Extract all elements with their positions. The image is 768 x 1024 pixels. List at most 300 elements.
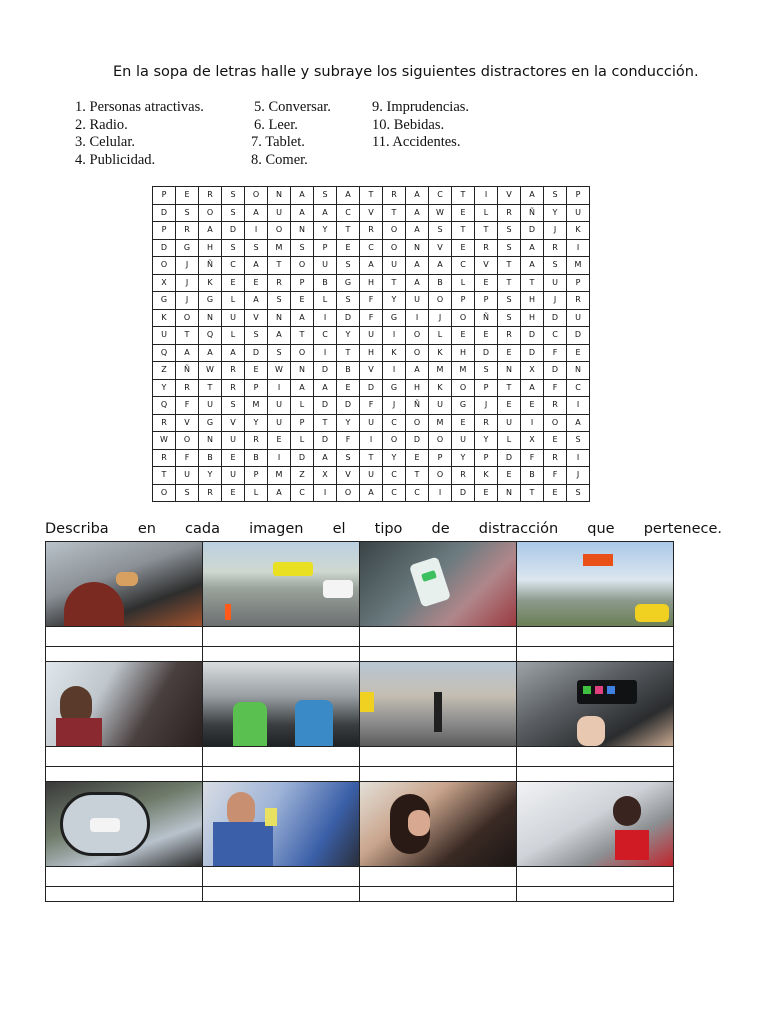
letter-cell[interactable]: V: [360, 204, 383, 222]
letter-cell[interactable]: Y: [383, 449, 406, 467]
letter-cell[interactable]: N: [268, 309, 291, 327]
letter-cell[interactable]: E: [475, 274, 498, 292]
letter-cell[interactable]: S: [498, 309, 521, 327]
letter-cell[interactable]: D: [153, 204, 176, 222]
letter-cell[interactable]: R: [498, 204, 521, 222]
letter-cell[interactable]: G: [199, 292, 222, 310]
letter-cell[interactable]: W: [429, 204, 452, 222]
letter-cell[interactable]: O: [176, 432, 199, 450]
letter-cell[interactable]: W: [268, 362, 291, 380]
letter-cell[interactable]: I: [383, 362, 406, 380]
letter-cell[interactable]: E: [222, 274, 245, 292]
letter-cell[interactable]: G: [337, 274, 360, 292]
letter-cell[interactable]: C: [383, 467, 406, 485]
letter-cell[interactable]: T: [176, 327, 199, 345]
letter-cell[interactable]: P: [567, 187, 590, 205]
letter-cell[interactable]: P: [291, 274, 314, 292]
letter-cell[interactable]: P: [245, 467, 268, 485]
letter-cell[interactable]: P: [475, 292, 498, 310]
letter-cell[interactable]: U: [268, 414, 291, 432]
letter-cell[interactable]: E: [406, 449, 429, 467]
answer-line[interactable]: [360, 887, 517, 902]
letter-cell[interactable]: R: [498, 327, 521, 345]
letter-cell[interactable]: A: [314, 379, 337, 397]
letter-cell[interactable]: A: [406, 204, 429, 222]
letter-cell[interactable]: Ñ: [406, 397, 429, 415]
letter-cell[interactable]: R: [383, 187, 406, 205]
letter-cell[interactable]: J: [429, 309, 452, 327]
letter-cell[interactable]: A: [521, 257, 544, 275]
letter-cell[interactable]: M: [452, 362, 475, 380]
answer-line[interactable]: [203, 647, 360, 662]
letter-cell[interactable]: O: [153, 484, 176, 502]
letter-cell[interactable]: P: [475, 379, 498, 397]
letter-cell[interactable]: Ñ: [199, 257, 222, 275]
answer-line[interactable]: [46, 647, 203, 662]
letter-cell[interactable]: U: [360, 327, 383, 345]
letter-cell[interactable]: T: [291, 327, 314, 345]
letter-cell[interactable]: A: [199, 222, 222, 240]
letter-cell[interactable]: P: [153, 187, 176, 205]
letter-cell[interactable]: D: [452, 484, 475, 502]
answer-line[interactable]: [517, 767, 674, 782]
letter-cell[interactable]: B: [245, 449, 268, 467]
letter-cell[interactable]: I: [314, 309, 337, 327]
answer-line[interactable]: [360, 647, 517, 662]
letter-cell[interactable]: E: [222, 449, 245, 467]
letter-cell[interactable]: F: [521, 449, 544, 467]
answer-line[interactable]: [203, 867, 360, 887]
letter-cell[interactable]: I: [567, 449, 590, 467]
letter-cell[interactable]: E: [245, 362, 268, 380]
letter-cell[interactable]: A: [268, 327, 291, 345]
letter-cell[interactable]: N: [567, 362, 590, 380]
letter-cell[interactable]: C: [452, 257, 475, 275]
letter-cell[interactable]: H: [199, 239, 222, 257]
letter-cell[interactable]: Z: [291, 467, 314, 485]
letter-cell[interactable]: E: [498, 344, 521, 362]
letter-cell[interactable]: T: [360, 187, 383, 205]
letter-cell[interactable]: T: [383, 274, 406, 292]
letter-cell[interactable]: C: [383, 414, 406, 432]
letter-cell[interactable]: M: [567, 257, 590, 275]
letter-cell[interactable]: G: [452, 397, 475, 415]
letter-cell[interactable]: M: [429, 414, 452, 432]
letter-cell[interactable]: J: [383, 397, 406, 415]
letter-cell[interactable]: O: [291, 257, 314, 275]
letter-cell[interactable]: A: [567, 414, 590, 432]
letter-cell[interactable]: I: [268, 449, 291, 467]
answer-line[interactable]: [203, 627, 360, 647]
letter-cell[interactable]: Ñ: [521, 204, 544, 222]
letter-cell[interactable]: K: [383, 344, 406, 362]
letter-cell[interactable]: C: [222, 257, 245, 275]
letter-cell[interactable]: I: [567, 397, 590, 415]
letter-cell[interactable]: A: [521, 379, 544, 397]
letter-cell[interactable]: E: [291, 292, 314, 310]
letter-cell[interactable]: H: [406, 379, 429, 397]
letter-cell[interactable]: U: [153, 327, 176, 345]
letter-cell[interactable]: A: [291, 204, 314, 222]
letter-cell[interactable]: I: [314, 344, 337, 362]
letter-cell[interactable]: S: [498, 239, 521, 257]
letter-cell[interactable]: D: [314, 362, 337, 380]
letter-cell[interactable]: A: [406, 187, 429, 205]
letter-cell[interactable]: V: [245, 309, 268, 327]
letter-cell[interactable]: X: [521, 432, 544, 450]
letter-cell[interactable]: M: [268, 467, 291, 485]
letter-cell[interactable]: A: [360, 257, 383, 275]
letter-cell[interactable]: Ñ: [176, 362, 199, 380]
letter-cell[interactable]: G: [383, 379, 406, 397]
letter-cell[interactable]: V: [498, 187, 521, 205]
letter-cell[interactable]: O: [199, 204, 222, 222]
letter-cell[interactable]: A: [521, 239, 544, 257]
letter-cell[interactable]: A: [291, 379, 314, 397]
letter-cell[interactable]: D: [314, 432, 337, 450]
letter-cell[interactable]: C: [383, 484, 406, 502]
answer-line[interactable]: [46, 767, 203, 782]
letter-cell[interactable]: U: [360, 414, 383, 432]
letter-cell[interactable]: R: [222, 379, 245, 397]
letter-cell[interactable]: T: [153, 467, 176, 485]
letter-cell[interactable]: D: [544, 309, 567, 327]
letter-cell[interactable]: S: [245, 239, 268, 257]
letter-cell[interactable]: A: [268, 484, 291, 502]
letter-cell[interactable]: R: [567, 292, 590, 310]
letter-cell[interactable]: H: [521, 292, 544, 310]
letter-cell[interactable]: E: [222, 484, 245, 502]
letter-cell[interactable]: B: [337, 362, 360, 380]
letter-cell[interactable]: U: [567, 204, 590, 222]
letter-cell[interactable]: Q: [199, 327, 222, 345]
letter-cell[interactable]: R: [452, 467, 475, 485]
letter-cell[interactable]: O: [337, 484, 360, 502]
letter-cell[interactable]: F: [544, 379, 567, 397]
letter-cell[interactable]: H: [360, 344, 383, 362]
letter-cell[interactable]: S: [222, 187, 245, 205]
letter-cell[interactable]: C: [544, 327, 567, 345]
letter-cell[interactable]: J: [176, 257, 199, 275]
letter-cell[interactable]: J: [544, 222, 567, 240]
letter-cell[interactable]: F: [544, 344, 567, 362]
letter-cell[interactable]: A: [406, 222, 429, 240]
letter-cell[interactable]: S: [544, 187, 567, 205]
letter-cell[interactable]: E: [475, 484, 498, 502]
letter-cell[interactable]: V: [176, 414, 199, 432]
letter-cell[interactable]: S: [337, 257, 360, 275]
letter-cell[interactable]: E: [475, 327, 498, 345]
letter-cell[interactable]: S: [567, 432, 590, 450]
letter-cell[interactable]: L: [498, 432, 521, 450]
letter-cell[interactable]: R: [245, 432, 268, 450]
letter-cell[interactable]: N: [199, 309, 222, 327]
letter-cell[interactable]: E: [452, 414, 475, 432]
letter-cell[interactable]: E: [544, 484, 567, 502]
letter-cell[interactable]: T: [406, 467, 429, 485]
letter-cell[interactable]: U: [314, 257, 337, 275]
letter-cell[interactable]: O: [544, 414, 567, 432]
letter-cell[interactable]: R: [544, 397, 567, 415]
letter-cell[interactable]: E: [521, 397, 544, 415]
letter-cell[interactable]: Y: [475, 432, 498, 450]
letter-cell[interactable]: S: [567, 484, 590, 502]
letter-cell[interactable]: S: [222, 397, 245, 415]
letter-cell[interactable]: N: [291, 362, 314, 380]
letter-cell[interactable]: E: [452, 204, 475, 222]
letter-cell[interactable]: N: [268, 187, 291, 205]
letter-cell[interactable]: S: [544, 257, 567, 275]
letter-cell[interactable]: D: [498, 449, 521, 467]
letter-cell[interactable]: H: [521, 309, 544, 327]
letter-cell[interactable]: O: [452, 309, 475, 327]
letter-cell[interactable]: F: [544, 467, 567, 485]
letter-cell[interactable]: S: [337, 449, 360, 467]
letter-cell[interactable]: U: [222, 309, 245, 327]
letter-cell[interactable]: F: [360, 292, 383, 310]
letter-cell[interactable]: V: [475, 257, 498, 275]
letter-cell[interactable]: X: [314, 467, 337, 485]
letter-cell[interactable]: R: [176, 222, 199, 240]
letter-cell[interactable]: O: [406, 327, 429, 345]
letter-cell[interactable]: C: [406, 484, 429, 502]
letter-cell[interactable]: U: [222, 467, 245, 485]
letter-cell[interactable]: M: [268, 239, 291, 257]
letter-cell[interactable]: K: [475, 467, 498, 485]
letter-cell[interactable]: L: [475, 204, 498, 222]
letter-cell[interactable]: O: [176, 309, 199, 327]
letter-cell[interactable]: S: [176, 484, 199, 502]
letter-cell[interactable]: Q: [153, 344, 176, 362]
answer-line[interactable]: [203, 767, 360, 782]
letter-cell[interactable]: E: [452, 327, 475, 345]
letter-cell[interactable]: R: [475, 414, 498, 432]
answer-line[interactable]: [360, 747, 517, 767]
letter-cell[interactable]: S: [222, 239, 245, 257]
letter-cell[interactable]: D: [337, 397, 360, 415]
letter-cell[interactable]: S: [475, 362, 498, 380]
letter-cell[interactable]: F: [360, 309, 383, 327]
answer-line[interactable]: [517, 747, 674, 767]
letter-cell[interactable]: V: [337, 467, 360, 485]
answer-line[interactable]: [46, 867, 203, 887]
letter-cell[interactable]: Y: [199, 467, 222, 485]
letter-cell[interactable]: R: [153, 449, 176, 467]
letter-cell[interactable]: G: [199, 414, 222, 432]
letter-cell[interactable]: V: [222, 414, 245, 432]
letter-cell[interactable]: E: [337, 239, 360, 257]
letter-cell[interactable]: J: [567, 467, 590, 485]
letter-cell[interactable]: A: [291, 309, 314, 327]
letter-cell[interactable]: P: [153, 222, 176, 240]
letter-cell[interactable]: E: [337, 379, 360, 397]
answer-line[interactable]: [203, 747, 360, 767]
letter-cell[interactable]: A: [199, 344, 222, 362]
letter-cell[interactable]: D: [314, 397, 337, 415]
letter-cell[interactable]: D: [153, 239, 176, 257]
letter-cell[interactable]: P: [567, 274, 590, 292]
letter-cell[interactable]: G: [383, 309, 406, 327]
letter-cell[interactable]: I: [383, 327, 406, 345]
letter-cell[interactable]: L: [452, 274, 475, 292]
letter-cell[interactable]: U: [268, 397, 291, 415]
letter-cell[interactable]: I: [521, 414, 544, 432]
letter-cell[interactable]: R: [199, 187, 222, 205]
letter-cell[interactable]: O: [406, 344, 429, 362]
letter-cell[interactable]: T: [475, 222, 498, 240]
letter-cell[interactable]: I: [360, 432, 383, 450]
letter-cell[interactable]: K: [567, 222, 590, 240]
letter-cell[interactable]: L: [245, 484, 268, 502]
letter-cell[interactable]: D: [245, 344, 268, 362]
letter-cell[interactable]: P: [314, 239, 337, 257]
letter-cell[interactable]: S: [291, 239, 314, 257]
letter-cell[interactable]: D: [337, 309, 360, 327]
letter-cell[interactable]: M: [429, 362, 452, 380]
letter-cell[interactable]: A: [406, 257, 429, 275]
letter-cell[interactable]: D: [291, 449, 314, 467]
letter-cell[interactable]: R: [268, 274, 291, 292]
letter-cell[interactable]: E: [544, 432, 567, 450]
answer-line[interactable]: [360, 867, 517, 887]
letter-cell[interactable]: A: [245, 257, 268, 275]
letter-cell[interactable]: T: [314, 414, 337, 432]
letter-cell[interactable]: U: [176, 467, 199, 485]
letter-cell[interactable]: L: [222, 327, 245, 345]
answer-line[interactable]: [360, 767, 517, 782]
letter-cell[interactable]: J: [544, 292, 567, 310]
letter-cell[interactable]: D: [521, 222, 544, 240]
letter-cell[interactable]: U: [452, 432, 475, 450]
letter-cell[interactable]: Y: [544, 204, 567, 222]
letter-cell[interactable]: S: [222, 204, 245, 222]
letter-cell[interactable]: Y: [314, 222, 337, 240]
letter-cell[interactable]: S: [245, 327, 268, 345]
letter-cell[interactable]: R: [360, 222, 383, 240]
letter-cell[interactable]: Y: [245, 414, 268, 432]
letter-cell[interactable]: K: [199, 274, 222, 292]
letter-cell[interactable]: N: [498, 362, 521, 380]
letter-cell[interactable]: O: [429, 292, 452, 310]
letter-cell[interactable]: E: [268, 432, 291, 450]
letter-cell[interactable]: E: [567, 344, 590, 362]
letter-cell[interactable]: H: [452, 344, 475, 362]
letter-cell[interactable]: T: [498, 257, 521, 275]
letter-cell[interactable]: L: [429, 327, 452, 345]
letter-cell[interactable]: B: [429, 274, 452, 292]
letter-cell[interactable]: T: [521, 274, 544, 292]
letter-cell[interactable]: Y: [337, 414, 360, 432]
letter-cell[interactable]: D: [544, 362, 567, 380]
letter-cell[interactable]: A: [337, 187, 360, 205]
letter-cell[interactable]: U: [268, 204, 291, 222]
letter-cell[interactable]: N: [199, 432, 222, 450]
letter-cell[interactable]: F: [176, 449, 199, 467]
letter-cell[interactable]: T: [337, 222, 360, 240]
letter-cell[interactable]: U: [199, 397, 222, 415]
letter-cell[interactable]: E: [498, 467, 521, 485]
answer-line[interactable]: [203, 887, 360, 902]
letter-cell[interactable]: O: [291, 344, 314, 362]
letter-cell[interactable]: S: [429, 222, 452, 240]
letter-cell[interactable]: G: [176, 239, 199, 257]
letter-cell[interactable]: L: [222, 292, 245, 310]
letter-cell[interactable]: I: [567, 239, 590, 257]
letter-cell[interactable]: P: [429, 449, 452, 467]
letter-cell[interactable]: N: [498, 484, 521, 502]
letter-cell[interactable]: U: [360, 467, 383, 485]
letter-cell[interactable]: T: [452, 222, 475, 240]
letter-cell[interactable]: N: [406, 239, 429, 257]
letter-cell[interactable]: A: [222, 344, 245, 362]
letter-cell[interactable]: Ñ: [475, 309, 498, 327]
answer-line[interactable]: [46, 747, 203, 767]
letter-cell[interactable]: T: [498, 379, 521, 397]
letter-cell[interactable]: X: [521, 362, 544, 380]
letter-cell[interactable]: B: [521, 467, 544, 485]
letter-cell[interactable]: S: [268, 344, 291, 362]
letter-cell[interactable]: U: [383, 257, 406, 275]
answer-line[interactable]: [517, 647, 674, 662]
letter-cell[interactable]: T: [360, 449, 383, 467]
letter-cell[interactable]: A: [245, 292, 268, 310]
letter-cell[interactable]: K: [429, 344, 452, 362]
letter-cell[interactable]: E: [452, 239, 475, 257]
letter-cell[interactable]: O: [383, 239, 406, 257]
letter-cell[interactable]: S: [176, 204, 199, 222]
letter-cell[interactable]: A: [521, 187, 544, 205]
letter-cell[interactable]: D: [406, 432, 429, 450]
letter-cell[interactable]: L: [314, 292, 337, 310]
letter-cell[interactable]: T: [498, 274, 521, 292]
letter-cell[interactable]: D: [222, 222, 245, 240]
letter-cell[interactable]: A: [360, 484, 383, 502]
letter-cell[interactable]: U: [544, 274, 567, 292]
letter-cell[interactable]: E: [176, 187, 199, 205]
letter-cell[interactable]: A: [314, 449, 337, 467]
letter-cell[interactable]: I: [429, 484, 452, 502]
letter-cell[interactable]: I: [475, 187, 498, 205]
letter-cell[interactable]: Y: [153, 379, 176, 397]
letter-cell[interactable]: A: [245, 204, 268, 222]
letter-cell[interactable]: A: [314, 204, 337, 222]
letter-cell[interactable]: R: [475, 239, 498, 257]
letter-cell[interactable]: J: [475, 397, 498, 415]
answer-line[interactable]: [517, 887, 674, 902]
letter-cell[interactable]: R: [544, 449, 567, 467]
letter-cell[interactable]: A: [429, 257, 452, 275]
letter-cell[interactable]: T: [199, 379, 222, 397]
letter-cell[interactable]: O: [452, 379, 475, 397]
letter-cell[interactable]: K: [153, 309, 176, 327]
letter-cell[interactable]: O: [268, 222, 291, 240]
letter-cell[interactable]: B: [199, 449, 222, 467]
letter-cell[interactable]: S: [498, 292, 521, 310]
answer-line[interactable]: [517, 867, 674, 887]
letter-cell[interactable]: P: [291, 414, 314, 432]
letter-cell[interactable]: D: [521, 327, 544, 345]
letter-cell[interactable]: V: [429, 239, 452, 257]
letter-cell[interactable]: Z: [153, 362, 176, 380]
letter-cell[interactable]: C: [314, 327, 337, 345]
letter-cell[interactable]: D: [360, 379, 383, 397]
letter-cell[interactable]: F: [176, 397, 199, 415]
letter-cell[interactable]: I: [314, 484, 337, 502]
letter-cell[interactable]: E: [245, 274, 268, 292]
letter-cell[interactable]: Q: [153, 397, 176, 415]
letter-cell[interactable]: S: [268, 292, 291, 310]
letter-cell[interactable]: S: [314, 187, 337, 205]
